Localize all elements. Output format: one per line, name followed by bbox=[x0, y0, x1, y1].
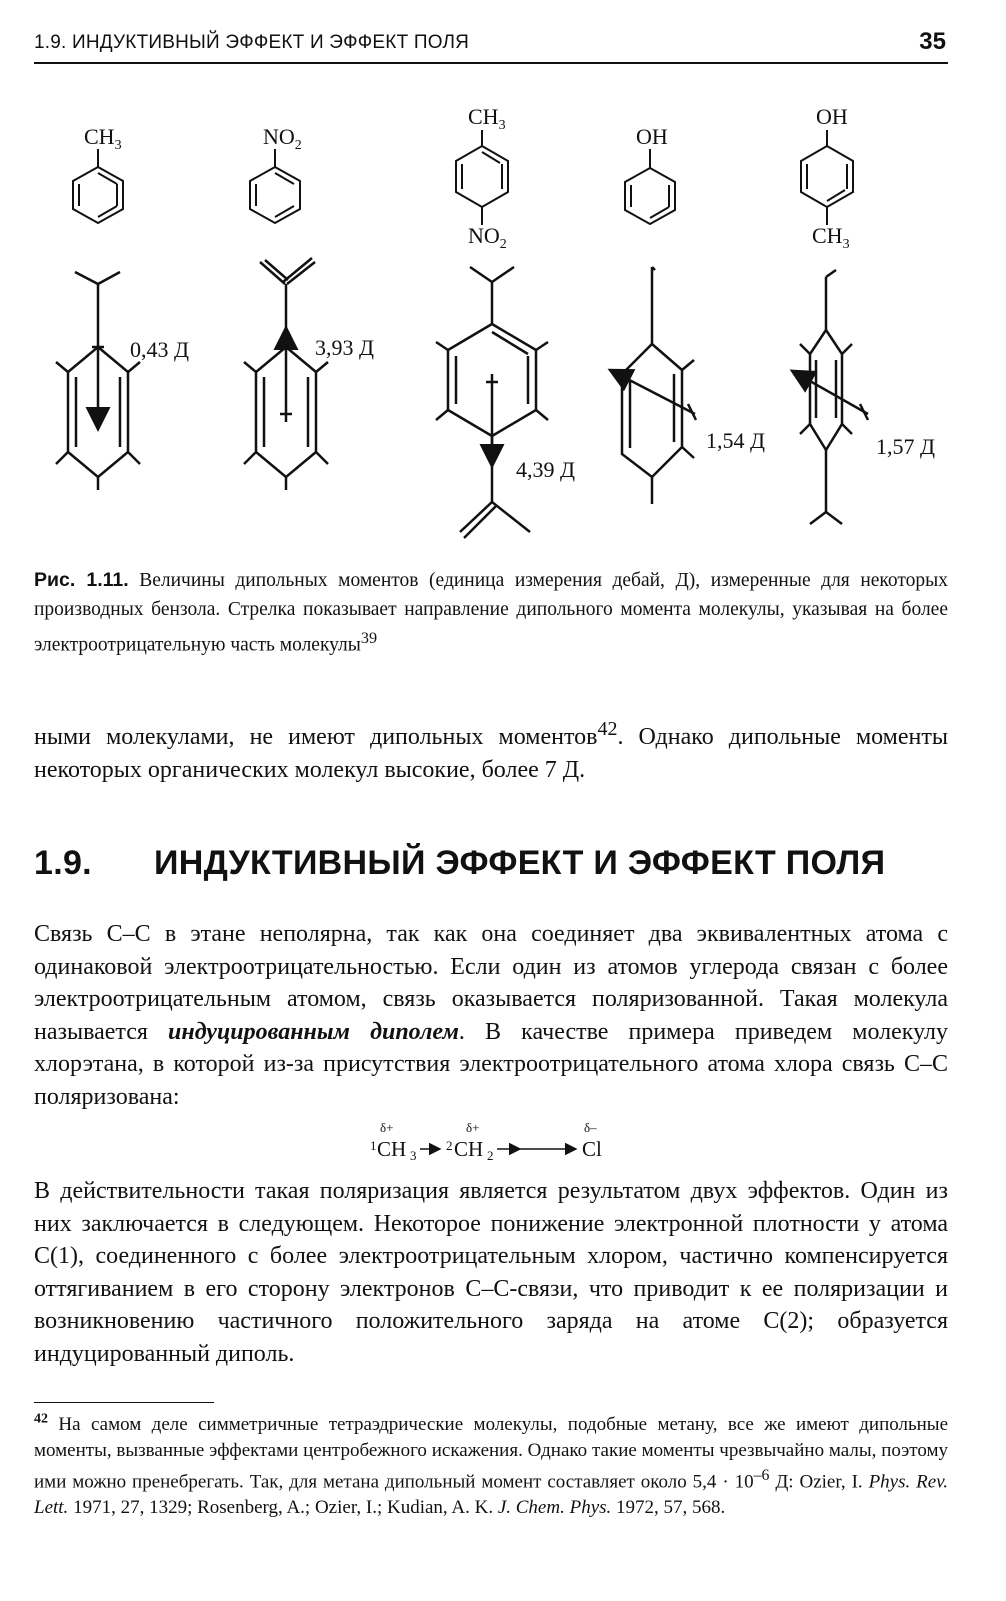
footnote-text: Д: Ozier, I. bbox=[769, 1471, 869, 1493]
footnote-mark: 42 bbox=[34, 1411, 48, 1427]
journal-name: Phys. Rev. Lett. bbox=[34, 1471, 948, 1518]
footnote-text: 1972, 57, 568. bbox=[611, 1496, 726, 1518]
dipole-structure-5 bbox=[794, 270, 868, 524]
journal-name: J. Chem. Phys. bbox=[497, 1496, 612, 1518]
group-label: $CH_3$ bbox=[84, 124, 122, 153]
molecule-nitrobenzene bbox=[250, 149, 300, 223]
paragraph: В действительности такая поляризация является результатом двух эффектов. Один из них заключается в следующем. Некоторое понижение электронной плотности у атома С(1), соединенного с более электроотрицательным хлором, частично компенсируется оттягиванием в его сторону электронов С–С-связи, что приводит к ее поляризации и возникновению частичного положительного заряда на атоме С(2); образуется индуцированный диполь. bbox=[34, 1178, 948, 1367]
figure-caption bbox=[34, 566, 948, 660]
figure-dipole-moments bbox=[30, 92, 970, 552]
atom-group: Cl bbox=[582, 1137, 602, 1161]
formula-subscript: 2 bbox=[294, 138, 302, 153]
section-title: ИНДУКТИВНЫЙ ЭФФЕКТ И ЭФФЕКТ ПОЛЯ bbox=[154, 844, 886, 882]
group-label: OH bbox=[816, 104, 848, 129]
footnote-text: 1971, 27, 1329; Rosenberg, A.; Ozier, I.; Kudian, A. K. bbox=[68, 1496, 498, 1518]
running-head bbox=[34, 28, 948, 64]
partial-charge: δ– bbox=[584, 1120, 597, 1135]
formula-subscript: 2 bbox=[499, 237, 507, 252]
molecule-phenol bbox=[625, 149, 675, 224]
dipole-label-5: 1,57 Д bbox=[876, 434, 936, 459]
carry-paragraph bbox=[34, 713, 948, 787]
formula-subscript: 3 bbox=[114, 138, 122, 153]
dipole-structure-1 bbox=[56, 272, 140, 490]
dipole-label-2: 3,93 Д bbox=[315, 335, 375, 360]
chloroethane-polarization-equation bbox=[370, 1120, 630, 1162]
atom-number: 1 bbox=[370, 1138, 377, 1153]
running-title: 1.9. ИНДУКТИВНЫЙ ЭФФЕКТ И ЭФФЕКТ ПОЛЯ bbox=[34, 32, 470, 53]
footnote bbox=[34, 1412, 948, 1520]
footnote-ref[interactable]: 42 bbox=[597, 718, 618, 740]
molecule-p-nitrotoluene bbox=[456, 130, 508, 225]
atom-subscript: 2 bbox=[487, 1148, 494, 1162]
paragraph-text: Связь С–С в этане неполярна, так как она соединяет два эквивалентных атома с одинаковой электроотрицательностью. Если один из атомов углерода связан с более электроотрицательным атомом, связь оказывается поляризованной. Такая молекула называется bbox=[34, 921, 948, 1045]
group-label: $NO_2$ bbox=[263, 124, 302, 153]
carry-text: ными молекулами, не имеют дипольных моментов bbox=[34, 724, 598, 750]
group-label: OH bbox=[636, 124, 668, 149]
partial-charge: δ+ bbox=[380, 1120, 394, 1135]
group-label: $CH_3$ bbox=[468, 104, 506, 133]
formula-subscript: 3 bbox=[842, 237, 850, 252]
page-number: 35 bbox=[919, 28, 946, 55]
section-number: 1.9. bbox=[34, 844, 92, 882]
molecule-toluene bbox=[73, 149, 123, 223]
footnote-text: На самом деле симметричные тетраэдрические молекулы, подобные метану, все же имеют дипольные моменты, вызванные эффектами центробежного искажения. Однако такие моменты чрезвычайно малы, поэтому ими можно пренебрегать. Так, для метана дипольный момент составляет около 5,4 · 10 bbox=[34, 1414, 948, 1493]
defined-term: индуцированным диполем bbox=[168, 1018, 459, 1045]
paragraph-text: . В качестве примера приведем молекулу хлорэтана, в которой из-за присутствия электроотрицательного атома хлора связь С–С поляризована: bbox=[34, 1018, 948, 1110]
carry-text-end: . Однако дипольные моменты некоторых органических молекул высокие, более 7 Д. bbox=[34, 724, 948, 783]
atom-subscript: 3 bbox=[410, 1148, 417, 1162]
dipole-structure-3 bbox=[436, 267, 548, 538]
dipole-label-4: 1,54 Д bbox=[706, 428, 766, 453]
paragraph bbox=[34, 918, 948, 1113]
atom-number: 2 bbox=[446, 1138, 453, 1153]
partial-charge: δ+ bbox=[466, 1120, 480, 1135]
footnote-rule bbox=[34, 1402, 214, 1403]
footnote-exponent: –6 bbox=[753, 1467, 770, 1484]
formula-subscript: 3 bbox=[498, 118, 506, 133]
dipole-structure-4 bbox=[612, 267, 696, 504]
dipole-structure-2 bbox=[244, 258, 328, 490]
group-label: $CH_3$ bbox=[812, 223, 850, 252]
caption-label: Рис. 1.11. bbox=[34, 569, 129, 591]
group-label: $NO_2$ bbox=[468, 223, 507, 252]
atom-group: CH bbox=[454, 1137, 484, 1161]
caption-text: Величины дипольных моментов (единица измерения дебай, Д), измеренные для некоторых производных бензола. Стрелка показывает направление дипольного момента молекулы, указывая на более электроотрицательную часть молекулы bbox=[34, 570, 949, 656]
molecule-p-cresol bbox=[801, 130, 853, 225]
dipole-label-1: 0,43 Д bbox=[130, 337, 190, 362]
section-heading bbox=[34, 844, 948, 883]
caption-ref: 39 bbox=[360, 629, 378, 647]
figure-drawing bbox=[30, 92, 970, 552]
dipole-label-3: 4,39 Д bbox=[516, 457, 576, 482]
atom-group: CH bbox=[377, 1137, 407, 1161]
